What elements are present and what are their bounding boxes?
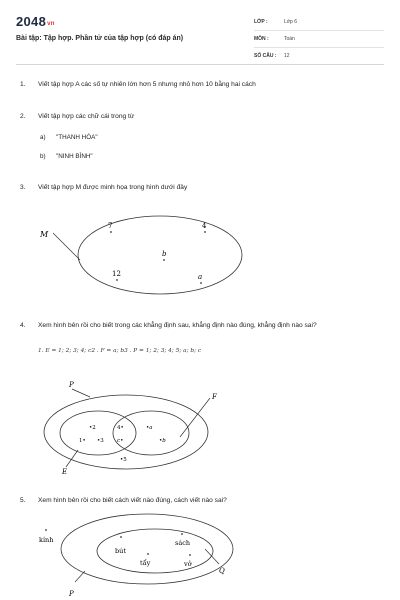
- question-1: 1. Viết tập hợp A các số tự nhiên lớn hơn 5 nhưng nhỏ hơn 10 bằng hai cách: [20, 81, 256, 88]
- site-logo[interactable]: 2048vn: [16, 14, 55, 29]
- meta-row-class: LỚP : Lớp 6: [254, 14, 384, 31]
- element-dot: [189, 554, 191, 556]
- set-element: •a: [146, 425, 153, 431]
- set-m-label: M: [40, 230, 49, 239]
- element-dot: [45, 529, 47, 531]
- set-m-element: 12: [112, 270, 121, 278]
- question-3: 3. Viết tập hợp M được minh họa trong hình dưới đây: [20, 184, 188, 191]
- page-title: Bài tập: Tập hợp. Phần tử của tập hợp (có đáp án): [16, 35, 184, 42]
- set-element: 4•: [117, 425, 124, 431]
- element-sach: sách: [175, 539, 191, 547]
- element-tay: tẩy: [140, 559, 151, 567]
- set-q-pointer: [205, 549, 219, 564]
- question-4-formula: 1. E = 1; 2; 3; 4; c2 . F = a; b3 . P = 1; 2; 3; 4; 5; a; b; c: [38, 348, 202, 354]
- meta-row-count: SỐ CÂU : 12: [254, 48, 384, 65]
- set-element: •5: [120, 457, 127, 463]
- set-element: 1•: [79, 438, 86, 444]
- set-p-outer-ellipse: [61, 514, 233, 584]
- set-p-pointer: [75, 571, 85, 582]
- set-q-label: Q: [219, 567, 225, 575]
- set-element: •b: [159, 438, 166, 444]
- question-5: 5. Xem hình bên rồi cho biết cách viết nào đúng, cách viết nào sai?: [20, 497, 227, 504]
- element-but: bút: [115, 547, 126, 555]
- set-m-element: 4: [202, 222, 207, 230]
- question-2: 2. Viết tập hợp các chữ cái trong từ: [20, 113, 135, 120]
- set-p-label: P: [69, 381, 74, 389]
- set-e-label: E: [62, 468, 68, 476]
- element-dot: [181, 533, 183, 535]
- set-element: c•: [117, 438, 124, 444]
- question-4: 4. Xem hình bên rồi cho biết trong các khẳng định sau, khẳng định nào đúng, khẳng định nào sai?: [20, 322, 317, 329]
- set-element: •3: [97, 438, 104, 444]
- element-kinh: kính: [39, 536, 54, 544]
- element-dot: [147, 553, 149, 555]
- meta-row-subject: MÔN : Toán: [254, 31, 384, 48]
- set-p-label: P: [69, 590, 74, 598]
- element-vo: vở: [184, 560, 192, 568]
- set-f-label: F: [212, 393, 217, 401]
- element-dot: [120, 536, 122, 538]
- set-m-element: a: [198, 273, 203, 281]
- question-2-item-b: b) "NINH BÌNH": [40, 153, 93, 160]
- set-m-element: 7: [108, 222, 113, 230]
- question-2-item-a: a) "THANH HÓA": [40, 134, 98, 141]
- set-m-element: b: [162, 250, 167, 258]
- set-element: •2: [89, 425, 96, 431]
